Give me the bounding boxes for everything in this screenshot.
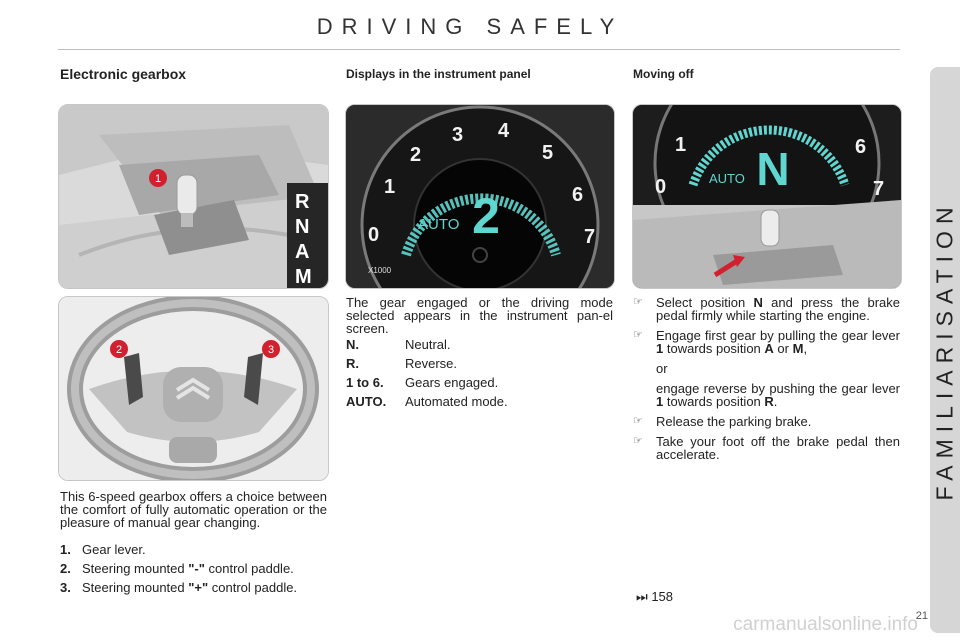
- page-reference[interactable]: ⏭ 158: [636, 589, 674, 604]
- list-item: N. Neutral.: [346, 337, 451, 352]
- gate-label-m: M: [295, 266, 312, 288]
- dial-number-5: 5: [542, 142, 554, 164]
- gearbox-legend-list: [60, 542, 330, 599]
- heading-electronic-gearbox: Electronic gearbox: [60, 66, 187, 82]
- page-number: 21: [915, 610, 928, 622]
- skip-forward-icon: ⏭: [636, 589, 652, 604]
- dial-number-0: 0: [368, 224, 380, 246]
- dial-mode-auto: AUTO: [418, 216, 460, 233]
- list-item: 1. Gear lever.: [60, 542, 146, 557]
- title-divider: [58, 49, 900, 50]
- dial-number-7: 7: [584, 226, 596, 248]
- pointing-hand-icon: ☞: [633, 296, 643, 308]
- gear-lever-icon: [761, 210, 779, 246]
- dial4-gear-letter: N: [756, 143, 790, 195]
- page-title: DRIVING SAFELY: [316, 14, 624, 39]
- callout-1-label: 1: [154, 173, 162, 185]
- pointing-hand-icon: ☞: [633, 415, 643, 427]
- or-text: or: [656, 361, 668, 376]
- gate-label-n: N: [295, 216, 310, 238]
- dial4-mode-auto: AUTO: [709, 171, 745, 186]
- gate-label-r: R: [295, 191, 310, 213]
- instrument-panel-dial: [345, 104, 615, 289]
- dial4-number-6: 6: [855, 136, 867, 158]
- side-tab-label: FAMILIARISATION: [931, 199, 958, 501]
- displays-intro: The gear engaged or the driving mode selected appears in the instrument pan-el screen.: [346, 295, 613, 336]
- list-item: ☞ Select position N and press the brake pedal firmly while starting the engine.: [633, 295, 900, 323]
- list-item: R. Reverse.: [346, 356, 458, 371]
- steering-wheel-illustration: [58, 296, 329, 481]
- dial-number-4: 4: [498, 120, 510, 142]
- dial-number-6: 6: [572, 184, 584, 206]
- dial4-number-0: 0: [655, 176, 667, 198]
- dial-number-2: 2: [410, 144, 422, 166]
- dial-number-3: 3: [452, 124, 464, 146]
- displays-legend-list: [346, 337, 616, 413]
- list-item: AUTO. Automated mode.: [346, 394, 508, 409]
- gear-lever-illustration: [58, 104, 329, 289]
- heading-moving-off: Moving off: [633, 67, 694, 81]
- callout-3-label: 3: [267, 344, 275, 356]
- list-item: ☞ Engage first gear by pulling the gear lever 1 towards position A or M,: [633, 328, 900, 356]
- dial4-number-1: 1: [675, 134, 687, 156]
- moving-off-illustration: [632, 104, 902, 289]
- gate-label-a: A: [295, 241, 310, 263]
- gearbox-intro: This 6-speed gearbox offers a choice between the comfort of fully automatic operation or the pleasure of manual gear changing.: [60, 489, 327, 530]
- heading-displays: Displays in the instrument panel: [346, 67, 531, 81]
- list-item: engage reverse by pushing the gear lever 1 towards position R.: [656, 381, 900, 409]
- list-item: 1 to 6. Gears engaged.: [346, 375, 499, 390]
- pointing-hand-icon: ☞: [633, 329, 643, 341]
- dial4-number-7: 7: [873, 178, 885, 200]
- dial-unit: X1000: [368, 266, 392, 275]
- watermark: carmanualsonline.info: [733, 614, 918, 635]
- dial-gear-digit: 2: [472, 188, 500, 244]
- dial-number-1: 1: [384, 176, 396, 198]
- pointing-hand-icon: ☞: [633, 435, 643, 447]
- list-item: ☞ Release the parking brake.: [633, 414, 812, 429]
- list-item: 3. Steering mounted "+" control paddle.: [60, 580, 298, 595]
- list-item: ☞ Take your foot off the brake pedal then accelerate.: [633, 434, 900, 462]
- callout-2-label: 2: [115, 344, 123, 356]
- list-item: 2. Steering mounted "-" control paddle.: [60, 561, 294, 576]
- moving-off-steps: [633, 296, 900, 468]
